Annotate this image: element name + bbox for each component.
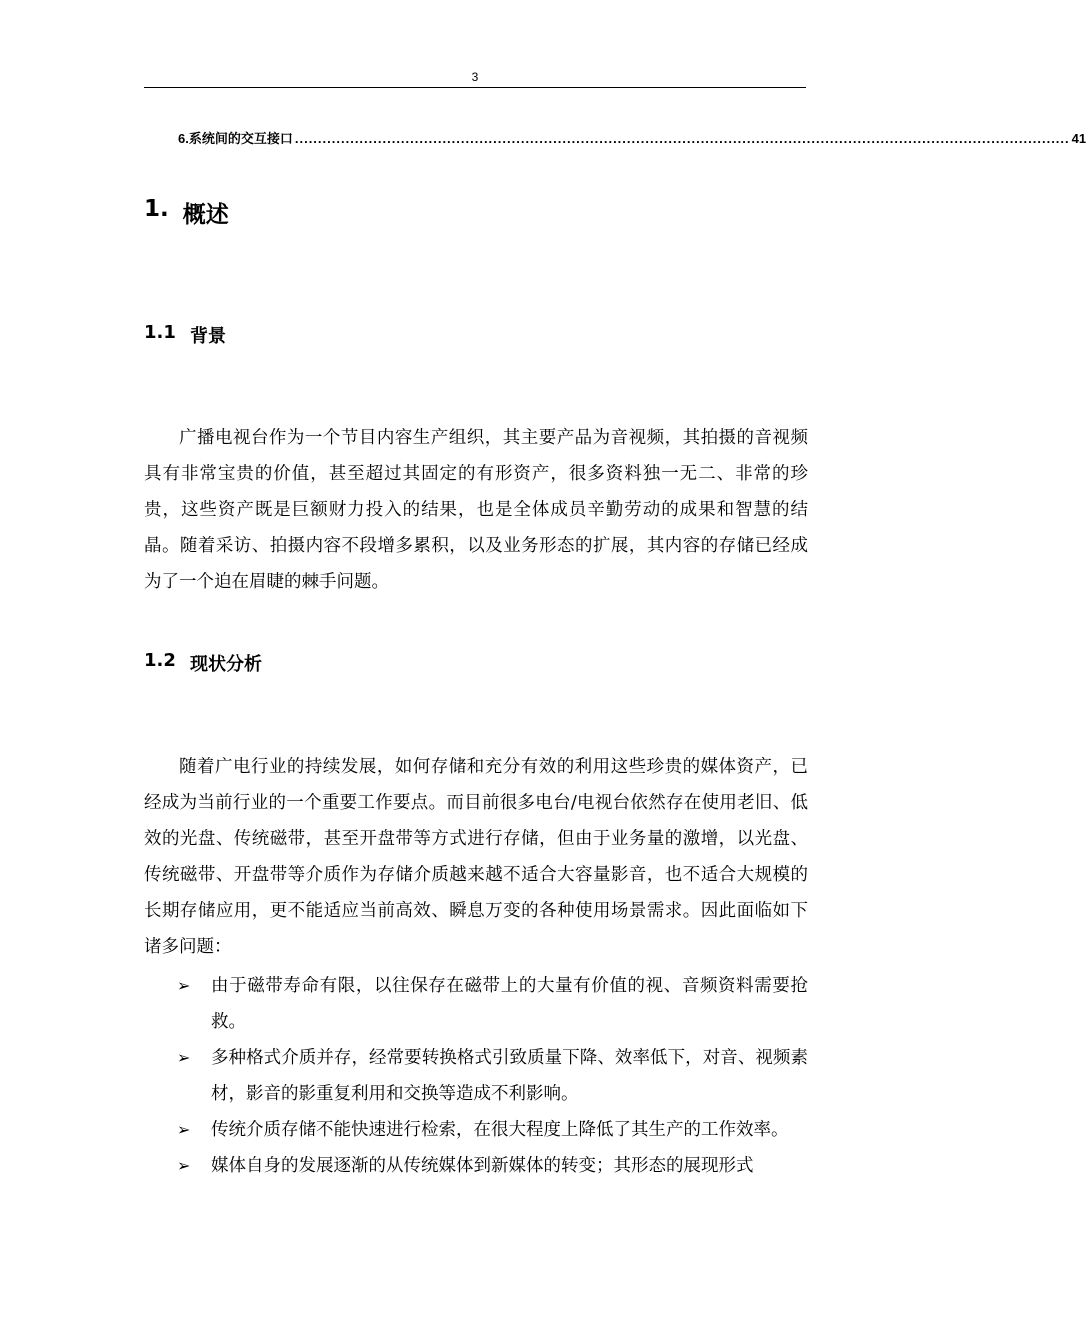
arrow-bullet-icon: ➢	[177, 976, 191, 995]
section-title: 背景	[190, 326, 226, 347]
toc-entry-page: 41	[1071, 131, 1086, 146]
arrow-bullet-icon: ➢	[177, 1120, 191, 1139]
section-heading-1-2	[144, 650, 262, 676]
section-title: 现状分析	[190, 654, 262, 675]
section-number: 1.	[144, 196, 169, 222]
section-heading-1	[144, 196, 229, 229]
header-rule	[144, 87, 806, 88]
section-number: 1.2	[144, 650, 176, 671]
background-paragraph: 广播电视台作为一个节目内容生产组织，其主要产品为音视频，其拍摄的音视频具有非常宝贵的价值，甚至超过其固定的有形资产，很多资料独一无二、非常的珍贵，这些资产既是巨额财力投入的结果，也是全体成员辛勤劳动的成果和智慧的结晶。随着采访、拍摄内容不段增多累积，以及业务形态的扩展，其内容的存储已经成为了一个迫在眉睫的棘手问题。	[144, 428, 808, 592]
list-item-text: 多种格式介质并存，经常要转换格式引致质量下降、效率低下，对音、视频素材，影音的影重复利用和交换等造成不利影响。	[211, 1048, 808, 1104]
page-number: 3	[471, 70, 479, 84]
list-item	[144, 1040, 808, 1112]
toc-dot-leader: ........................................................................................................................................................................	[294, 131, 1070, 146]
problem-list	[144, 968, 808, 1184]
toc-entry-number: 6.	[178, 131, 189, 146]
status-analysis-paragraph: 随着广电行业的持续发展，如何存储和充分有效的利用这些珍贵的媒体资产，已经成为当前行业的一个重要工作要点。而目前很多电台/电视台依然存在使用老旧、低效的光盘、传统磁带，甚至开盘带等方式进行存储，但由于业务量的激增，以光盘、传统磁带、开盘带等介质作为存储介质越来越不适合大容量影音，也不适合大规模的长期存储应用，更不能适应当前高效、瞬息万变的各种使用场景需求。因此面临如下诸多问题：	[144, 757, 808, 957]
toc-entry-title: 系统间的交互接口	[188, 131, 293, 146]
list-item	[144, 968, 808, 1040]
section-heading-1-1	[144, 322, 226, 348]
list-item-text: 传统介质存储不能快速进行检索，在很大程度上降低了其生产的工作效率。	[211, 1120, 789, 1140]
list-item	[144, 1148, 808, 1184]
toc-entry[interactable]	[178, 128, 1086, 147]
list-item-text: 由于磁带寿命有限，以往保存在磁带上的大量有价值的视、音频资料需要抢救。	[211, 976, 808, 1032]
section-title: 概述	[182, 202, 229, 228]
list-item	[144, 1112, 808, 1148]
list-item-text: 媒体自身的发展逐渐的从传统媒体到新媒体的转变；其形态的展现形式	[211, 1156, 754, 1176]
arrow-bullet-icon: ➢	[177, 1156, 191, 1175]
arrow-bullet-icon: ➢	[177, 1048, 191, 1067]
section-number: 1.1	[144, 322, 176, 343]
